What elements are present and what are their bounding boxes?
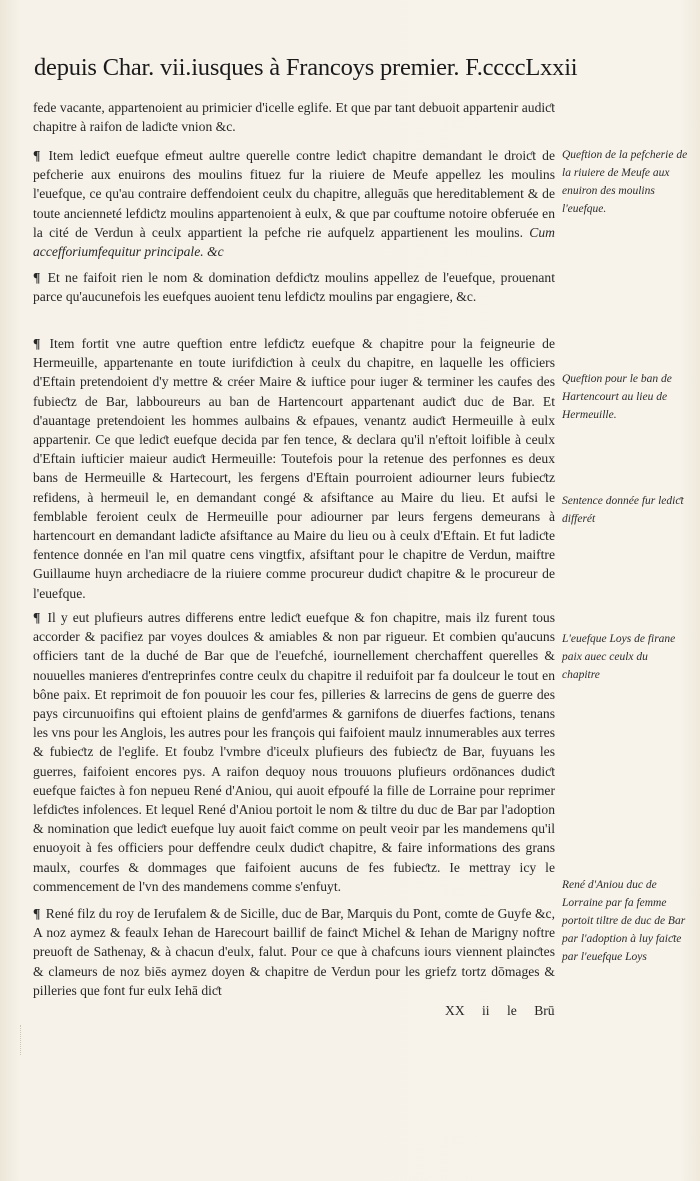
paragraph-5-text: Il y eut plufieurs autres differens entre lediƈt euefque & fon chapitre, mais ilz furent tous accorder & pacifiez par voyes doulces & amiables & non par rigueur. Et combien qu'aucuns officiers tant de la duché de Bar que de l'euefché, iournellement cherchaffent querelles & nouuelles manieres d'entreprinfes contre ceulx du chapitre il reduifoit par fa doulceur le tout en bône paix. Et reprimoit de fon pouuoir les cour fes, pilleries & larrecins de gens de guerre des pays circunuoifins qui eftoient plains de genfd'armes & garnifons de diuerfes faƈtions, tenans les vns pour les Anglois, les autres pour les françois qui faifoient maulz innumerables aux terres & fubieƈtz de l'eglife. Et foubz l'vmbre d'iceulx plufieurs des fubieƈtz de Bar, fuyuans les guerres, faifoient encores pys. A raifon dequoy nous trouuons plufieurs ordōnances dudiƈt euefque faiƈtes à fon nepueu René d'Aniou, qui auoit efpoufé la fille de Lorraine pour reprimer lefdiƈtes infolences. Et lequel René d'Aniou portoit le nom & tiltre du duc de Bar par l'adoption & nomination que lediƈt euefque luy auoit faiƈt comme on peult veoir par les mandemens qu'il enuoyoit à fes officiers pour deffendre ceulx dudiƈt chapitre, & faire informations des grans maulx, courfes & dommages que faifoient aucuns de fes fubieƈtz. Ie mettray icy le commencement de l'vn des mandemens comme s'enfuyt. <box>33 610 555 894</box>
pilcrow-mark: ¶ <box>33 270 41 285</box>
paragraph-4 <box>33 334 555 603</box>
paragraph-4-text: Item fortit vne autre queftion entre lefdiƈtz euefque & chapitre pour la feigneurie de Hermeuille, appartenante en toute iurifdiƈtion à ceulx du chapitre, en laquelle les officiers d'Eftain pretendoient d'y mettre & créer Maire & iuftice pour iuger & terminer les caufes des fubieƈtz de Bar, labboureurs au ban de Hartencourt appartenant audiƈt duc de Bar. Et d'auantage pretendoient les hommes aulbains & efpaues, venantz audiƈt Hermeuille à eulx appartenir. Ce que lediƈt euefque decida par fen tence, & declara qu'il n'eftoit loifible à ceulx d'Eftain iufticier maieur audiƈt Hermeuille: Toutefois pour la retenue des perfonnes es deux bans de Hermeuille & Hartecourt, les fergens d'Eftain pourroient adiourner leurs fubieƈtz refidens, à hermeuil le, en demandant congé & afsiftance au Maire du lieu. Et aufsi le femblable feroient ceulx de Hermeuille pour adiourner par leurs fergens demeurans à hartencourt en demandant ladiƈte afsiftance au Maire du lieu ou à ceulx d'Eftain. Et fut ladiƈte fentence donnée en l'an mil quatre cens vingtfix, afsiftant pour le chapitre de Verdun, maiftre Guillaume huyn archediacre de la riuiere comme procureur dudiƈt chapitre & le procureur de l'euefque. <box>33 336 555 601</box>
latin-maxim: Cum accefforiumfequitur principale. &c <box>33 224 555 260</box>
paragraph-3 <box>33 268 555 306</box>
margin-note-peace: L'euefque Loys de firane paix auec ceulx du chapitre <box>562 633 676 681</box>
paragraph-3-text: Et ne faifoit rien le nom & domination defdiƈtz moulins appellez de l'euefque, prouenant parce qu'aucunefois les euefques auoient tenu lefdiƈtz moulins par engagiere, &c. <box>33 270 555 305</box>
margin-note-sentence: Sentence donnée fur lediƈt differét <box>562 495 684 525</box>
pilcrow-mark: ¶ <box>33 336 41 351</box>
paragraph-2 <box>33 146 555 261</box>
pilcrow-mark: ¶ <box>33 610 41 625</box>
catchword: le Brū <box>507 1003 555 1018</box>
margin-note-hermeuille: Queftion pour le ban de Hartencourt au lieu de Hermeuille. <box>562 373 672 421</box>
paragraph-6 <box>33 904 555 1000</box>
paragraph-1-text: fede vacante, appartenoient au primicier d'icelle eglife. Et que par tant debuoit appartenir audiƈt chapitre à raifon de ladiƈte vnion &c. <box>33 100 555 135</box>
paragraph-2-text: Item lediƈt euefque efmeut aultre querelle contre lediƈt chapitre demandant le droiƈt de pefcherie aux enuirons des moulins fituez fur la riuiere de Meufe appellez les moulins l'euefque, ce qu'au contraire deffendoient ceulx du chapitre, alleguās que hereditablement & de toute ancienneté lefdiƈtz moulins appartenoient à eulx, & que par couftume notoire obferuée en la cité de Verdun à ceulx appartient la pefche rie aufquelz appartienent les moulins. <box>33 148 555 240</box>
signature-line <box>445 1003 555 1019</box>
paper-stain <box>20 1025 27 1055</box>
paragraph-6-text: René filz du roy de Ierufalem & de Sicille, duc de Bar, Marquis du Pont, comte de Guyfe &c, A noz aymez & feaulx Iehan de Harecourt baillif de fainƈt Michel & Iehan de Marigny noftre preuoft de Sathenay, & à chacun d'eulx, falut. Pour ce que à chafcuns iours viennent plainƈtes & clameurs de noz biēs aymez doyen & chapitre de Verdun pour les griefz tortz dōmages & pilleries que font fur eulx Iehā diƈt <box>33 906 555 998</box>
paragraph-5 <box>33 608 555 896</box>
running-header: depuis Char. vii.iusques à Francoys premier. F.ccccLxxii <box>34 54 578 81</box>
pilcrow-mark: ¶ <box>33 906 41 921</box>
margin-note-fishing: Queftion de la pefcherie de la riuiere de Meufe aux enuiron des moulins l'euefque. <box>562 149 688 215</box>
margin-note-rene: René d'Aniou duc de Lorraine par fa femme portoit tiltre de duc de Bar par l'adoption à luy faiƈte par l'euefque Loys <box>562 879 686 963</box>
pilcrow-mark: ¶ <box>33 148 41 163</box>
paragraph-1 <box>33 98 555 136</box>
signature-mark: XX ii <box>445 1003 490 1018</box>
